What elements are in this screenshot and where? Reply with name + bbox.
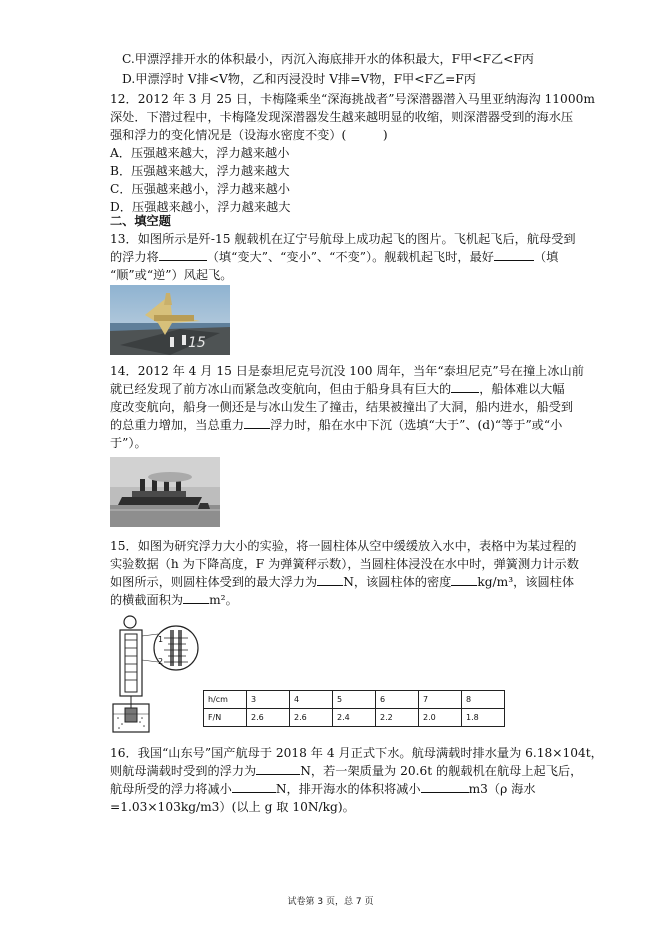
q14-line-2 [110,380,565,398]
spring-scale-diagram [108,614,200,734]
q16-text-b: N，若一架质量为 20.6t 的舰载机在航母上起飞后， [300,764,583,778]
q13-text-a: 的浮力将 [110,250,159,264]
q16-text-c: 航母所受的浮力将减小 [110,782,232,796]
q13-text-b: （填“变大”、“变小”、“不变”）。舰载机起飞时，最好 [206,250,494,264]
q12-option-b: B．压强越来越大，浮力越来越大 [110,164,290,178]
q13-blank-2[interactable] [494,248,534,261]
q16-text-a: 则航母满载时受到的浮力为 [110,764,257,778]
table-cell: 2.6 [290,709,333,727]
q15-line-4 [110,591,238,609]
q12-line-2: 深处．下潜过程中，卡梅隆发现深潜器发生越来越明显的收缩，则深潜器受到的海水压 [110,110,574,124]
q16-blank-1[interactable] [256,762,300,775]
q15-text-a: 如图所示，则圆柱体受到的最大浮力为 [110,575,318,589]
deck-number: 15 [188,335,206,351]
table-cell: 4 [290,691,333,709]
q13-line-3: “顺”或“逆”）风起飞。 [110,268,233,282]
table-cell: 1.8 [462,709,505,727]
q12-line-3: 强和浮力的变化情况是（设海水密度不变）( ) [110,128,388,142]
q11-option-d: D.甲漂浮时 V排<V物，乙和丙浸没时 V排=V物，F甲<F乙=F丙 [122,72,476,86]
q14-text-c: 的总重力增加，当总重力 [110,418,245,432]
q16-blank-3[interactable] [421,780,469,793]
q14-blank-1[interactable] [451,380,479,393]
section-heading: 二、填空题 [110,214,171,228]
q14-text-d: 浮力时，船在水中下沉（选填“大于”、(d)“等于”或“小 [270,418,563,432]
q15-blank-3[interactable] [183,591,209,604]
q16-text-e: m3（ρ 海水 [468,782,536,796]
table-header-f: F/N [204,709,247,727]
scale-mark-2: 2 [158,657,164,666]
q15-text-d: 的横截面积为 [110,593,184,607]
q16-line-2 [110,762,582,780]
q14-line-5: 于”）。 [110,436,147,450]
table-cell: 5 [333,691,376,709]
q13-blank-1[interactable] [159,248,207,261]
table-row [204,709,505,727]
carrier-jet-photo [110,285,230,355]
q15-data-table [203,690,505,727]
q16-text-d: N，排开海水的体积将减小 [275,782,421,796]
q15-blank-1[interactable] [317,573,343,586]
titanic-photo [110,457,220,527]
table-cell: 2.6 [247,709,290,727]
q13-line-1: 13．如图所示是歼-15 舰载机在辽宁号航母上成功起飞的图片。飞机起飞后，航母受到 [110,232,576,246]
q12-option-a: A．压强越来越大，浮力越来越小 [110,146,290,160]
q14-text-a: 就已经发现了前方冰山而紧急改变航向，但由于船身具有巨大的 [110,382,452,396]
table-cell: 2.4 [333,709,376,727]
q12-line-1: 12．2012 年 3 月 25 日，卡梅隆乘坐“深海挑战者”号深潜器潜入马里亚纳海沟 11000m [110,92,595,106]
q12-option-d: D．压强越来越小，浮力越来越大 [110,200,291,214]
table-cell: 2.2 [376,709,419,727]
q12-option-c: C．压强越来越小，浮力越来越小 [110,182,290,196]
q11-option-c: C.甲漂浮排开水的体积最小，丙沉入海底排开水的体积最大，F甲<F乙<F丙 [122,52,534,66]
q14-blank-2[interactable] [244,416,270,429]
q15-line-1: 15．如图为研究浮力大小的实验，将一圆柱体从空中缓缓放入水中，表格中为某过程的 [110,539,577,553]
page-footer: 试卷第 3 页，总 7 页 [287,897,374,907]
q15-text-e: m²。 [209,593,238,607]
q16-line-1: 16．我国“山东号”国产航母于 2018 年 4 月正式下水。航母满载时排水量为 6.18×104t， [110,746,603,760]
q14-text-b: ，船体难以大幅 [479,382,565,396]
q14-line-1: 14．2012 年 4 月 15 日是泰坦尼克号沉没 100 周年，当年“泰坦尼克”号在撞上冰山前 [110,364,584,378]
q15-line-3 [110,573,574,591]
q16-line-4: =1.03×103kg/m3）(以上 g 取 10N/kg)。 [110,800,355,814]
table-header-h: h/cm [204,691,247,709]
table-cell: 7 [419,691,462,709]
q16-line-3 [110,780,536,798]
table-cell: 8 [462,691,505,709]
q15-blank-2[interactable] [451,573,477,586]
q14-line-3: 度改变航向，船身一侧还是与冰山发生了撞击，结果被撞出了大洞，船内进水，船受到 [110,400,574,414]
q16-blank-2[interactable] [232,780,276,793]
scale-mark-1: 1 [158,635,164,644]
q13-text-c: （填 [533,250,559,264]
q13-line-2 [110,248,558,266]
q15-text-c: kg/m³，该圆柱体 [477,575,575,589]
q15-line-2: 实验数据（h 为下降高度，F 为弹簧秤示数），当圆柱体浸没在水中时，弹簧测力计示数 [110,557,579,571]
table-cell: 6 [376,691,419,709]
table-cell: 3 [247,691,290,709]
q15-text-b: N，该圆柱体的密度 [343,575,452,589]
table-cell: 2.0 [419,709,462,727]
q14-line-4 [110,416,562,434]
table-row [204,691,505,709]
